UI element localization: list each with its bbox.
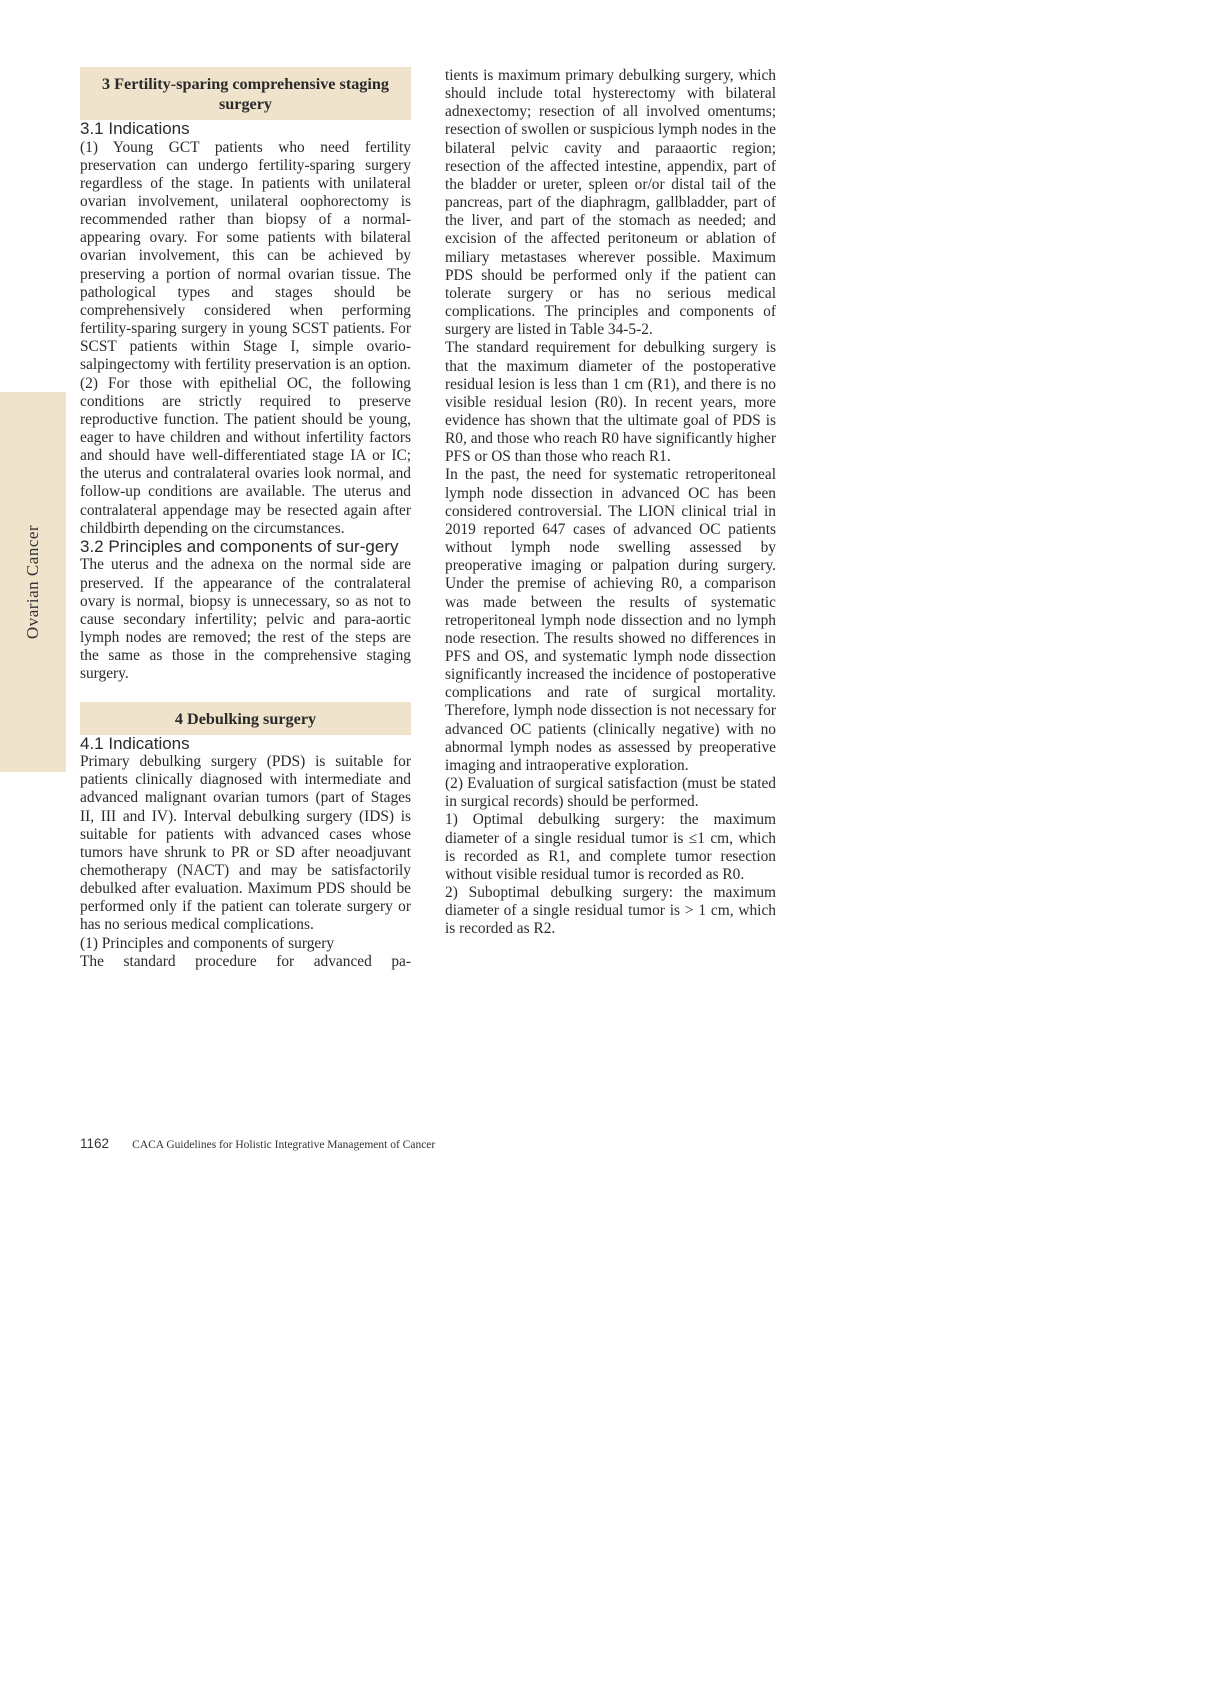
- side-label: Ovarian Cancer: [23, 524, 42, 640]
- paragraph-suboptimal: 2) Suboptimal debulking surgery: the maximum diameter of a single residual tumor is > 1 cm, which is recorded as R2.: [445, 884, 776, 938]
- side-tab: [0, 392, 66, 772]
- paragraph-standard-procedure: The standard procedure for advanced pa-: [80, 952, 411, 970]
- paragraph-lion-trial: In the past, the need for systematic retroperitoneal lymph node dissection in advanced OC has been considered controversial. The LION clinical trial in 2019 reported 647 cases of advanced OC patients without lymph node swelling assessed by preoperative imaging or palpation during surgery. Under the premise of achieving R0, a comparison was made between the results of systematic retroperitoneal lymph node dissection and no lymph node resection. The results showed no differences in PFS and OS, and systematic lymph node dissection significantly increased the incidence of postoperative complications and rate of surgical mortality. Therefore, lymph node dissection is not necessary for advanced OC patients (clinically negative) with no abnormal lymph nodes as assessed by preoperative imaging and intraoperative exploration.: [445, 466, 776, 774]
- page-number: 1162: [80, 1136, 110, 1151]
- paragraph-principles: (1) Principles and components of surgery: [80, 934, 335, 952]
- paragraph-maximum-pds: tients is maximum primary debulking surgery, which should include total hysterectomy with bilateral adnexectomy; resection of all involved omentums; resection of swollen or suspicious lymph nodes in the bilateral pelvic cavity and paraaortic region; resection of the affected intestine, appendix, part of the bladder or ureter, spleen or/or distal tail of the pancreas, part of the diaphragm, gallbladder, part of the liver, and part of the stomach as needed; and excision of the affected peritoneum or ablation of miliary metastases wherever possible. Maximum PDS should be performed only if the patient can tolerate surgery or has no serious medical complications. The principles and components of surgery are listed in Table 34-5-2.: [445, 67, 776, 339]
- subheading-4-1: 4.1 Indications: [80, 733, 190, 753]
- paragraph-optimal: 1) Optimal debulking surgery: the maximum diameter of a single residual tumor is ≤1 cm, which is recorded as R1, and complete tumor resection without visible residual tumor is recorded as R0.: [445, 811, 776, 883]
- paragraph-3-2: The uterus and the adnexa on the normal side are preserved. If the appearance of the contralateral ovary is normal, biopsy is unnecessary, so as not to cause secondary infertility; pelvic and para-aortic lymph nodes are removed; the rest of the steps are the same as those in the comprehensive staging surgery.: [80, 556, 411, 683]
- section-4-heading: 4 Debulking surgery: [80, 702, 411, 735]
- left-column: [80, 67, 411, 971]
- footer-title: CACA Guidelines for Holistic Integrative Management of Cancer: [132, 1139, 436, 1151]
- right-column: [445, 67, 776, 939]
- subheading-3-2: 3.2 Principles and components of sur-gery: [80, 536, 399, 556]
- paragraph-4-1: Primary debulking surgery (PDS) is suitable for patients clinically diagnosed with intermediate and advanced malignant ovarian tumors (part of Stages II, III and IV). Interval debulking surgery (IDS) is suitable for patients with advanced cases whose tumors have shrunk to PR or SD after neoadjuvant chemotherapy (NACT) and may be satisfactorily debulked after evaluation. Maximum PDS should be performed only if the patient can tolerate surgery or has no serious medical complications.: [80, 753, 411, 934]
- page-footer: [80, 1136, 435, 1152]
- paragraph-3-1: (1) Young GCT patients who need fertility preservation can undergo fertility-sparing surgery regardless of the stage. In patients with unilateral ovarian involvement, unilateral oophorectomy is recommended rather than biopsy of a normal-appearing ovary. For some patients with bilateral ovarian involvement, this can be achieved by preserving a portion of normal ovarian tissue. The pathological types and stages should be comprehensively considered when performing fertility-sparing surgery in young SCST patients. For SCST patients within Stage I, simple ovario-salpingectomy with fertility preservation is an option. (2) For those with epithelial OC, the following conditions are strictly required to preserve reproductive function. The patient should be young, eager to have children and without infertility factors and should have well-differentiated stage IA or IC; the uterus and contralateral ovaries look normal, and follow-up conditions are available. The uterus and contralateral appendage may be resected again after childbirth depending on the circumstances.: [80, 138, 411, 537]
- section-3-heading: 3 Fertility-sparing comprehensive staging surgery: [80, 67, 411, 120]
- subheading-3-1: 3.1 Indications: [80, 119, 190, 138]
- paragraph-standard-requirement: The standard requirement for debulking surgery is that the maximum diameter of the postoperative residual lesion is less than 1 cm (R1), and there is no visible residual lesion (R0). In recent years, more evidence has shown that the ultimate goal of PDS is R0, and those who reach R0 have significantly higher PFS or OS than those who reach R1.: [445, 339, 776, 466]
- paragraph-evaluation: (2) Evaluation of surgical satisfaction (must be stated in surgical records) should be performed.: [445, 775, 776, 811]
